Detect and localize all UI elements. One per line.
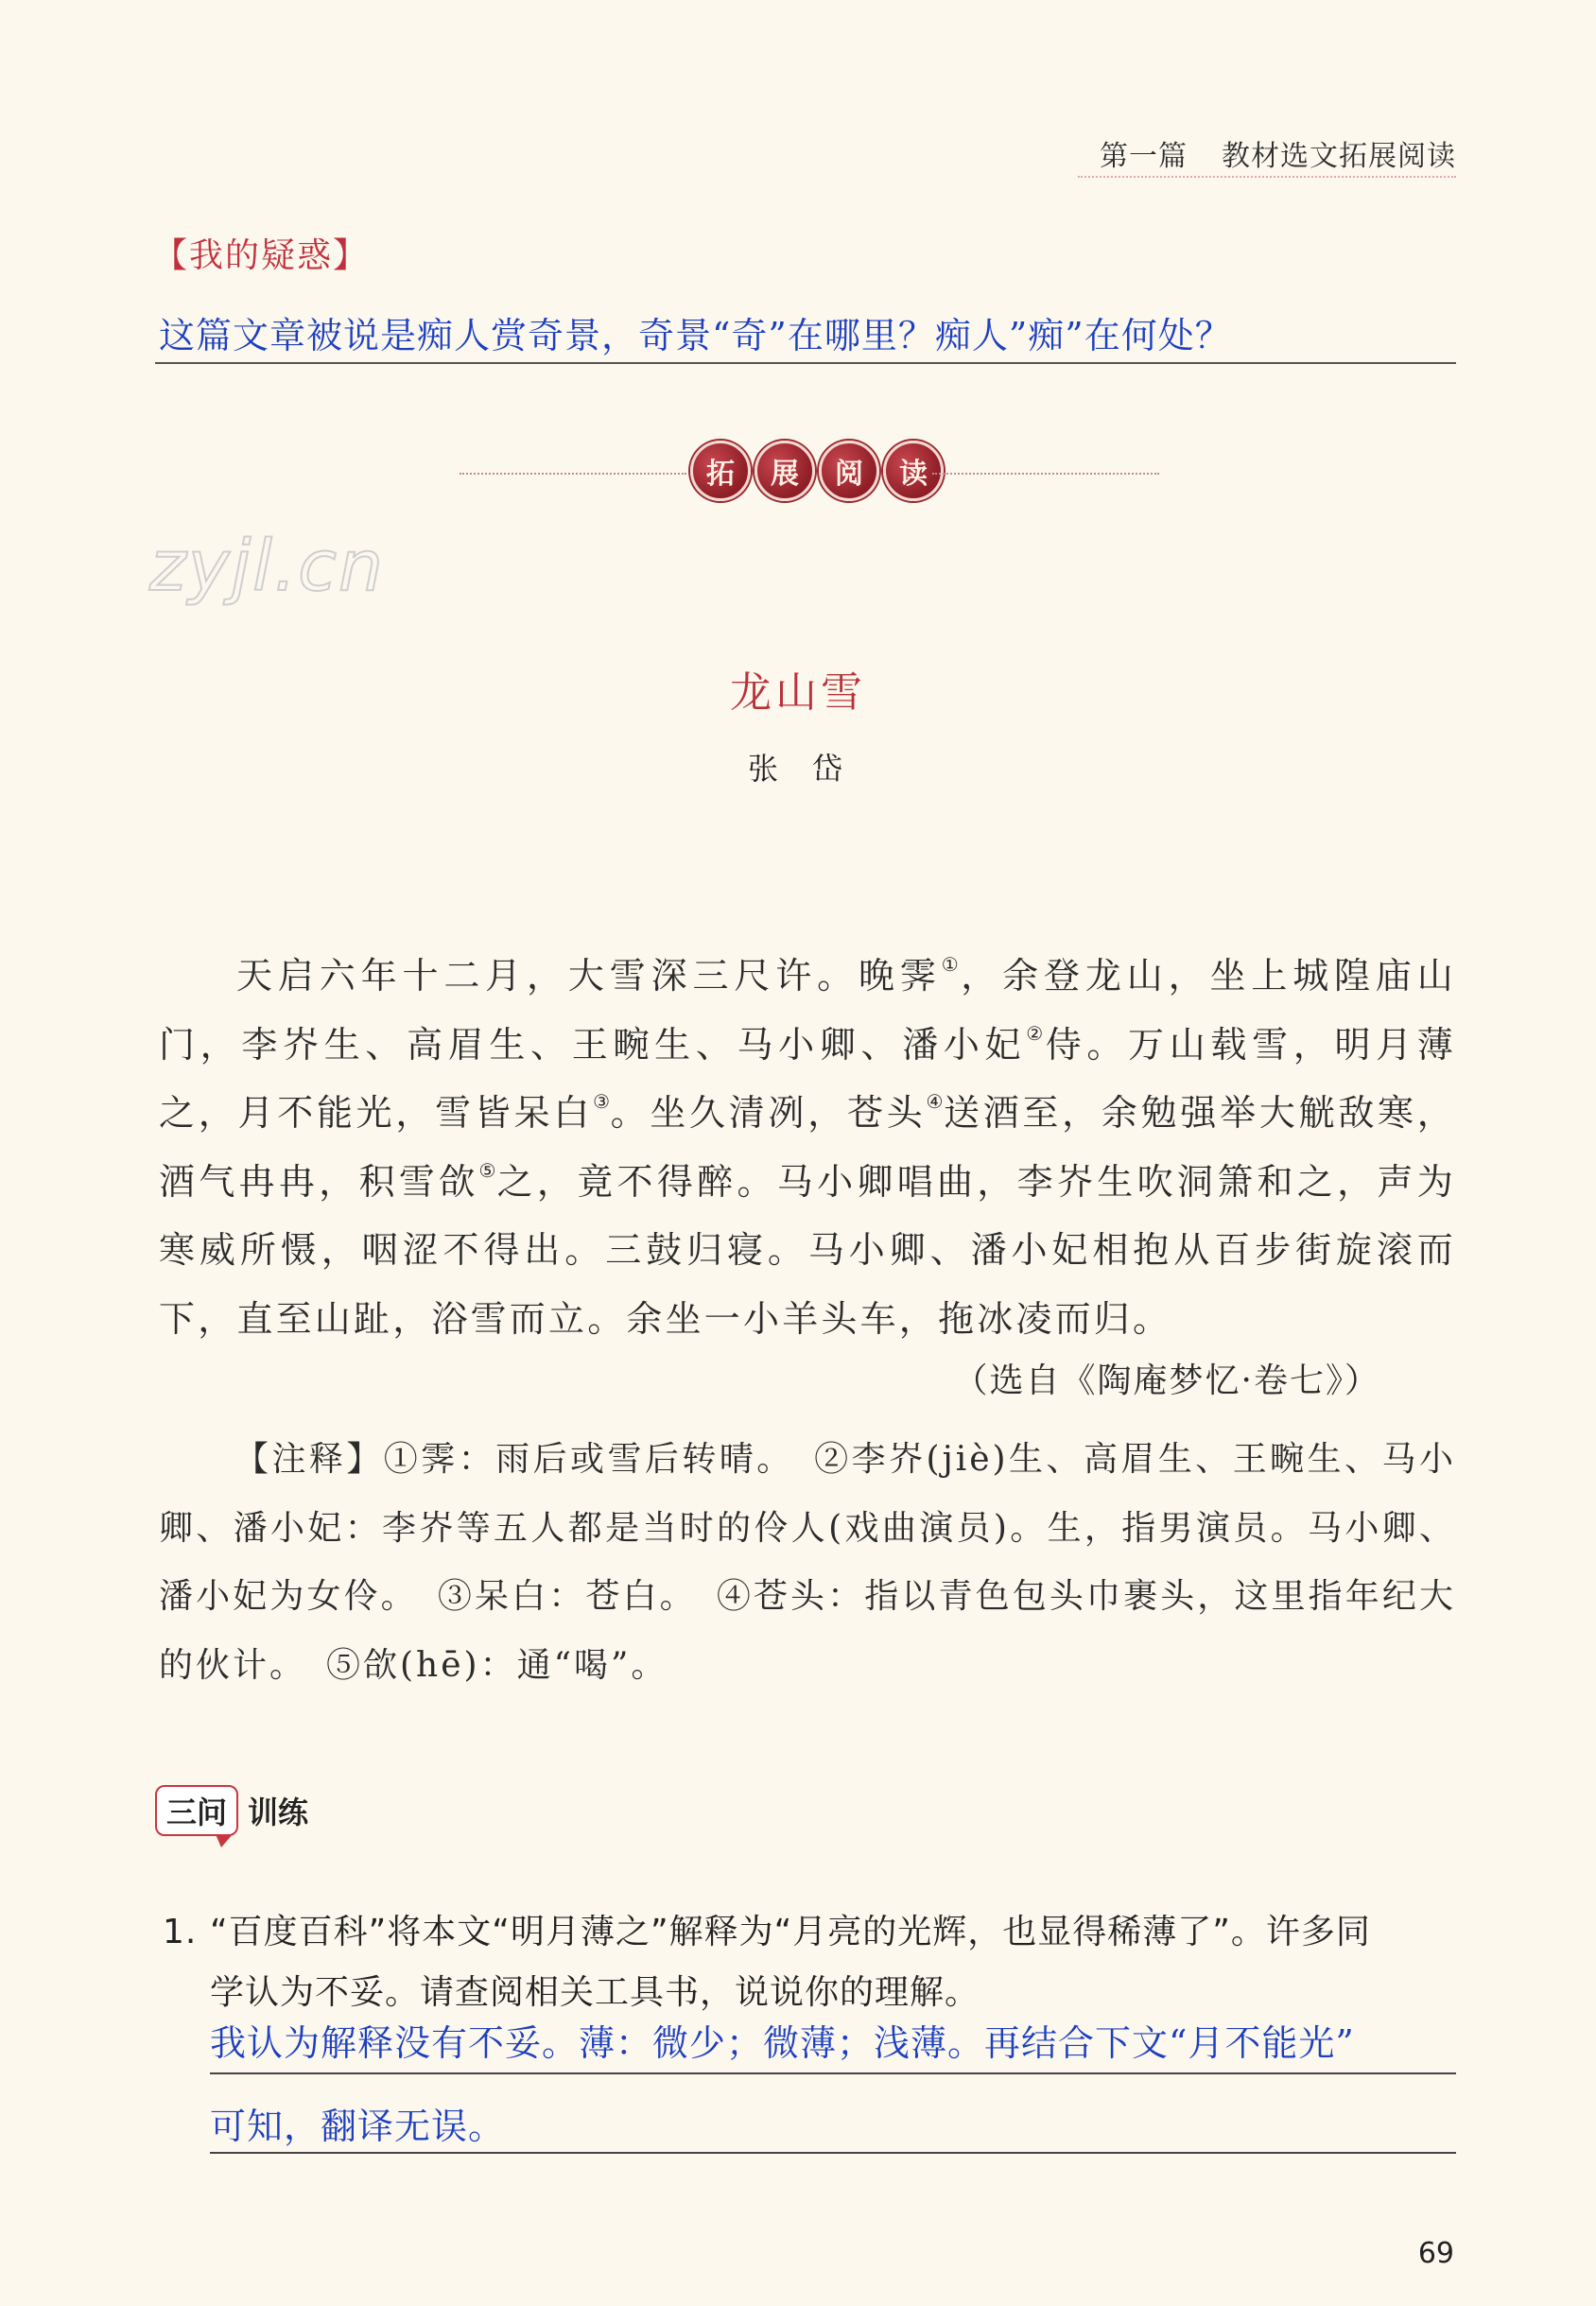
answer-rule-1 [210,2072,1456,2074]
essay-text-run: 侍。万山载雪，明月薄之，月不能光，雪皆呆白 [159,1023,1456,1134]
essay-text-run: ，余登龙山，坐上城隍庙山门，李岕生、高眉生、王畹生、马小卿、潘小妃 [159,955,1456,1066]
watermark: zyjl.cn [149,526,385,607]
training-label: 训练 [248,1795,309,1830]
answer-line-1: 我认为解释没有不妥。薄：微少；微薄；浅薄。再结合下文“月不能光” [210,2022,1355,2064]
essay-author: 张岱 [747,751,876,787]
footnote-marker: ④ [926,1090,944,1113]
essay-paragraph [159,942,1456,1353]
essay-text-run: 天启六年十二月，大雪深三尺许。晚霁 [236,955,942,997]
essay-source: （选自《陶庵梦忆·卷七》） [953,1361,1380,1400]
extended-reading-banner [460,441,1159,507]
question-text-line1: “百度百科”将本文“明月薄之”解释为“月亮的光辉，也显得稀薄了”。许多同 [210,1913,1371,1951]
doubt-answer-line [155,362,1456,364]
banner-dotted-line-right [932,473,1159,475]
training-badge: 三问 [155,1785,238,1836]
footnote-marker: ② [1026,1021,1046,1045]
banner-seal: 阅 [819,441,879,501]
question-text-line2: 学认为不妥。请查阅相关工具书，说说你的理解。 [210,1973,980,2012]
question-1 [163,1902,1467,2023]
footnote-marker: ③ [593,1090,611,1113]
annotations-text: ①霁：雨后或雪后转晴。 ②李岕(jiè)生、高眉生、王畹生、马小卿、潘小妃：李岕等五人都是当时的伶人(戏曲演员)。生，指男演员。马小卿、潘小妃为女伶。 ③呆白：苍白。 ④苍头：指以青色包头巾裹头，这里指年纪大的伙计。 ⑤欱(hē)：通“喝”。 [159,1440,1456,1685]
doubt-handwritten-answer: 这篇文章被说是痴人赏奇景，奇景“奇”在哪里？痴人”痴”在何处？ [159,315,1232,356]
header-section: 教材选文拓展阅读 [1222,140,1456,173]
answer-line-2: 可知，翻译无误。 [210,2106,506,2147]
essay-text-run: 。坐久清冽，苍头 [610,1092,927,1134]
header-rule [1078,176,1456,178]
annotations-heading: 【注释】 [234,1440,384,1479]
answer-rule-2 [210,2152,1456,2154]
header-part: 第一篇 [1100,140,1188,173]
banner-dotted-line-left [460,473,686,475]
banner-seals [690,441,944,501]
doubt-label: 【我的疑惑】 [153,236,370,275]
annotations [159,1426,1456,1700]
essay-text-run: 送酒至，余勉强举大觥敌寒，酒气冉冉，积雪欱 [159,1092,1456,1203]
banner-seal: 展 [755,441,815,501]
footnote-marker: ① [941,953,962,976]
footnote-marker: ⑤ [478,1158,497,1182]
banner-seal: 读 [883,441,944,501]
essay-text-run: 之，竟不得醉。马小卿唱曲，李岕生吹洞箫和之，声为寒威所慑，咽涩不得出。三鼓归寝。马小卿、潘小妃相抱从百步街旋滚而下，直至山趾，浴雪而立。余坐一小羊头车，拖冰凌而归。 [159,1160,1456,1340]
running-header [1100,132,1456,174]
essay-title: 龙山雪 [730,668,866,717]
page-number: 69 [1417,2237,1454,2270]
essay-body [159,942,1456,1353]
banner-seal: 拓 [690,441,751,501]
question-number: 1. [163,1913,198,1951]
training-heading [155,1785,308,1836]
